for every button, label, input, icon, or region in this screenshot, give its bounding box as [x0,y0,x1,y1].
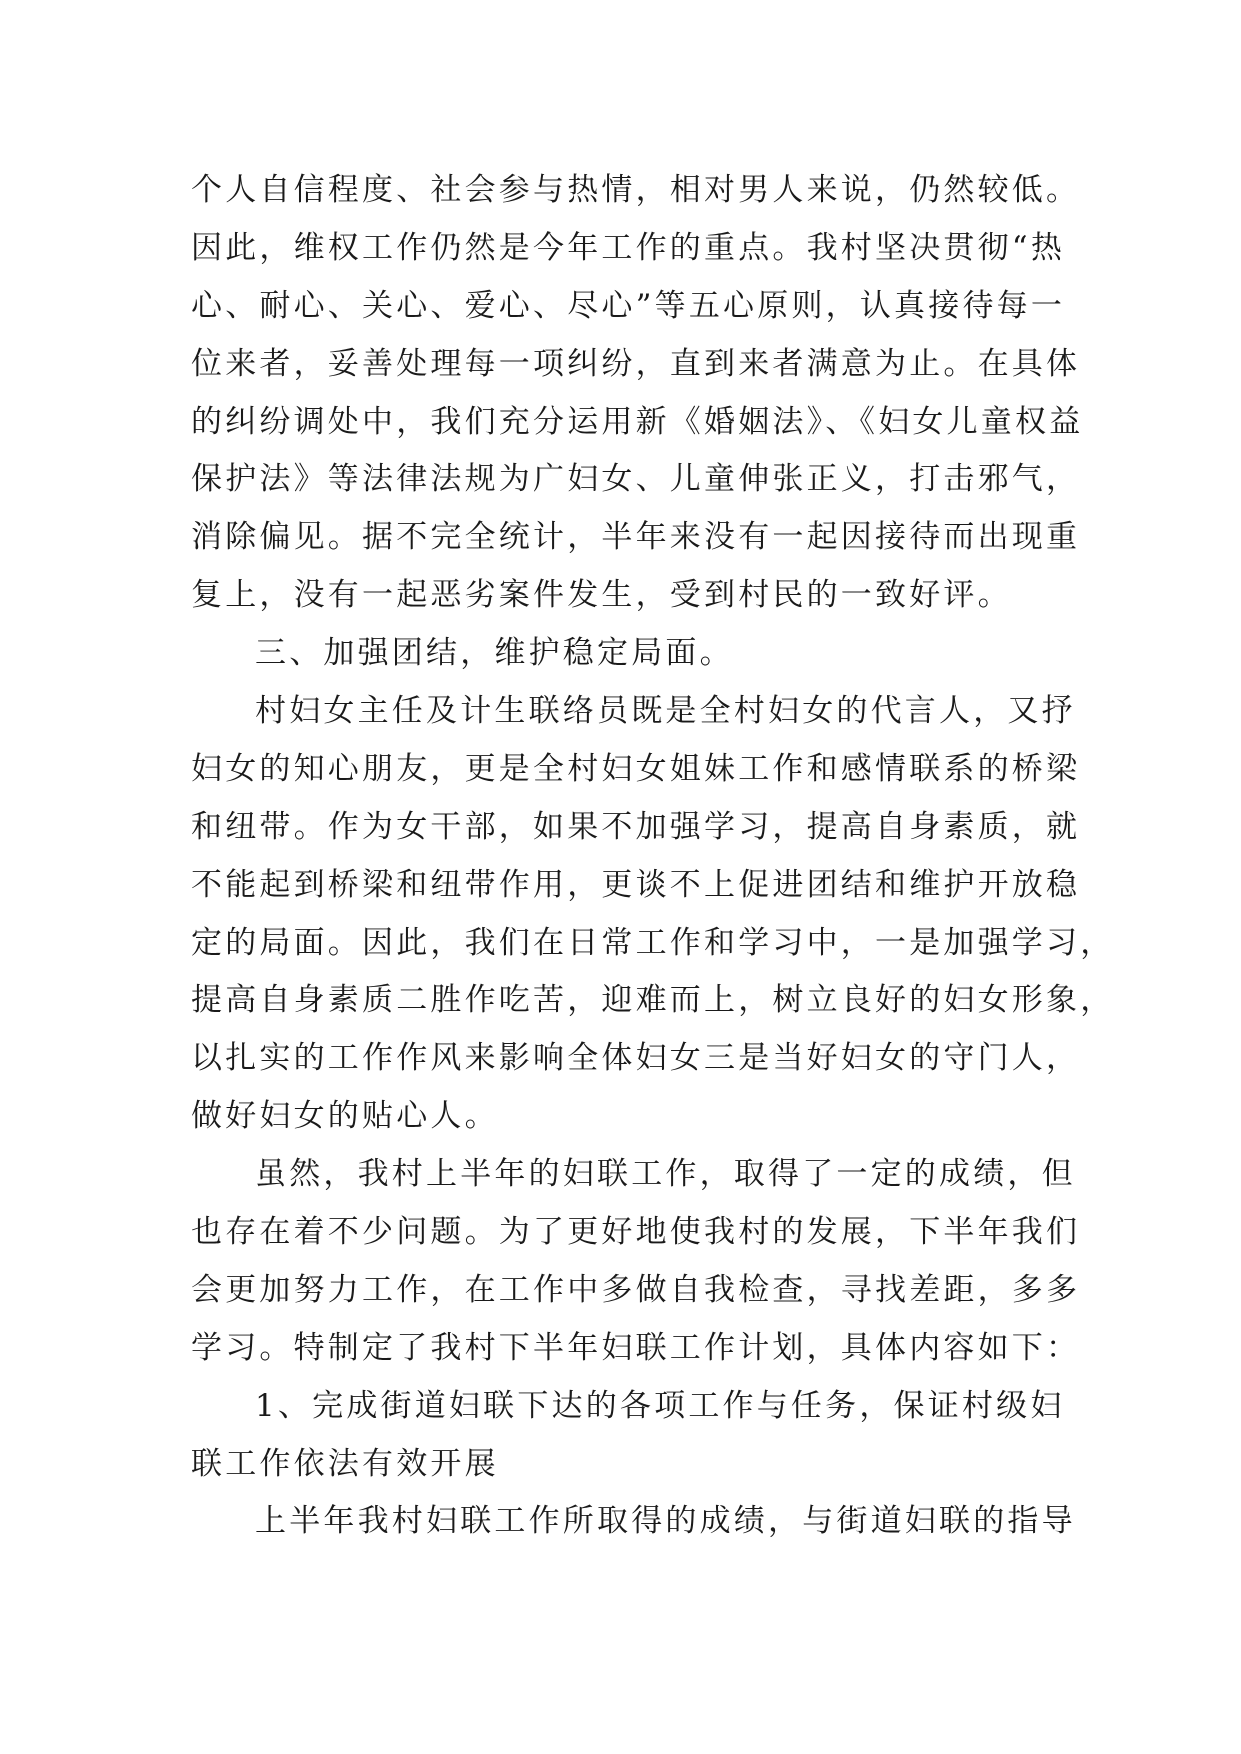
text-line: 不能起到桥梁和纽带作用，更谈不上促进团结和维护开放稳 [191,866,1081,903]
text-line: 联工作依法有效开展 [191,1445,499,1482]
text-line: 心、耐心、关心、爱心、尽心”等五心原则，认真接待每一 [191,287,1066,324]
text-line: 妇女的知心朋友，更是全村妇女姐妹工作和感情联系的桥梁 [191,750,1081,787]
text-line: 因此，维权工作仍然是今年工作的重点。我村坚决贯彻“热 [191,229,1066,266]
text-line: 和纽带。作为女干部，如果不加强学习，提高自身素质，就 [191,808,1081,845]
text-line: 保护法》等法律法规为广妇女、儿童伸张正义，打击邪气， [191,461,1081,498]
text-line: 也存在着不少问题。为了更好地使我村的发展，下半年我们 [191,1214,1081,1251]
text-line: 做好妇女的贴心人。 [191,1098,499,1135]
text-line: 个人自信程度、社会参与热情，相对男人来说，仍然较低。 [191,172,1081,208]
text-line: 村妇女主任及计生联络员既是全村妇女的代言人，又抒 [255,693,1076,730]
text-line: 定的局面。因此，我们在日常工作和学习中，一是加强学习， [191,924,1115,961]
text-line: 学习。特制定了我村下半年妇联工作计划，具体内容如下： [191,1329,1081,1366]
section-heading: 三、加强团结，维护稳定局面。 [255,635,734,672]
text-line: 以扎实的工作作风来影响全体妇女三是当好妇女的守门人， [191,1040,1081,1077]
text-line: 会更加努力工作，在工作中多做自我检查，寻找差距，多多 [191,1271,1081,1308]
text-line: 复上，没有一起恶劣案件发生，受到村民的一致好评。 [191,577,1012,614]
body-text [191,162,1115,1551]
text-line: 位来者，妥善处理每一项纠纷，直到来者满意为止。在具体 [191,345,1081,382]
text-line: 提高自身素质二胜作吃苦，迎难而上，树立良好的妇女形象， [191,982,1115,1019]
text-line: 上半年我村妇联工作所取得的成绩，与街道妇联的指导 [255,1503,1076,1540]
text-line: 消除偏见。据不完全统计，半年来没有一起因接待而出现重 [191,519,1081,556]
list-item-heading: 1、完成街道妇联下达的各项工作与任务，保证村级妇 [255,1387,1065,1424]
text-line: 虽然，我村上半年的妇联工作，取得了一定的成绩，但 [255,1156,1076,1193]
text-line: 的纠纷调处中，我们充分运用新《婚姻法》、《妇女儿童权益 [191,403,1084,440]
